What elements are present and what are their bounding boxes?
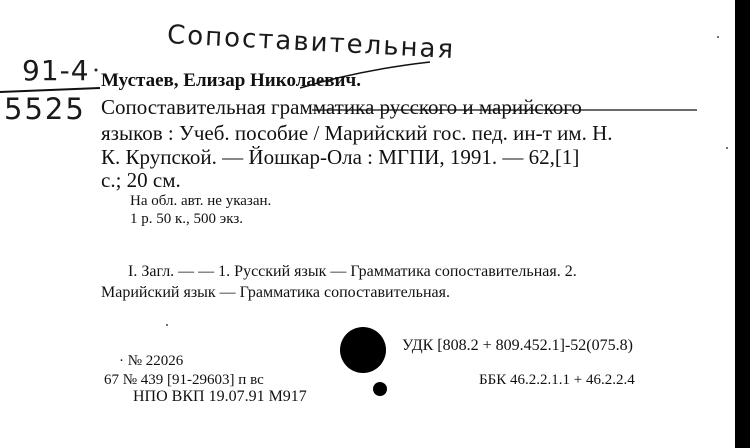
udk-code: УДК [808.2 + 809.452.1]-52(075.8) [402, 337, 633, 354]
title-line-1: Сопоставительная грамматика русского и марийского [101, 95, 582, 119]
handwritten-shelf-number: 5525 [4, 92, 86, 126]
handwritten-divider [0, 88, 100, 92]
title-line-2: языков : Учеб. пособие / Марийский гос. пед. ин-т им. Н. [101, 121, 613, 145]
handwritten-title: Сопоставительная [166, 20, 456, 66]
publisher-code: НПО ВКП 19.07.91 М917 [133, 388, 307, 405]
library-stamp [340, 327, 386, 373]
subject-line-1: I. Загл. — — 1. Русский язык — Грамматика сопоставительная. 2. [128, 263, 577, 280]
title-line-4: с.; 20 см. [101, 168, 181, 192]
author-heading: Мустаев, Елизар Николаевич. [101, 70, 361, 91]
handwritten-stroke [300, 62, 430, 88]
handwritten-shelf-code: 91-4 [22, 54, 90, 87]
registration-number: 67 № 439 [91-29603] п вс [104, 372, 264, 388]
note-cover: На обл. авт. не указан. [130, 193, 272, 209]
card-number: · № 22026 [119, 353, 184, 369]
subject-line-2: Марийский язык — Грамматика сопоставительная. [101, 284, 450, 301]
title-line-3: К. Крупской. — Йошкар-Ола : МГПИ, 1991. — 62,[1] [101, 145, 580, 169]
bbk-code: ББК 46.2.2.1.1 + 46.2.2.4 [479, 372, 635, 388]
note-price: 1 р. 50 к., 500 экз. [130, 211, 243, 227]
library-stamp-mark [373, 382, 387, 396]
